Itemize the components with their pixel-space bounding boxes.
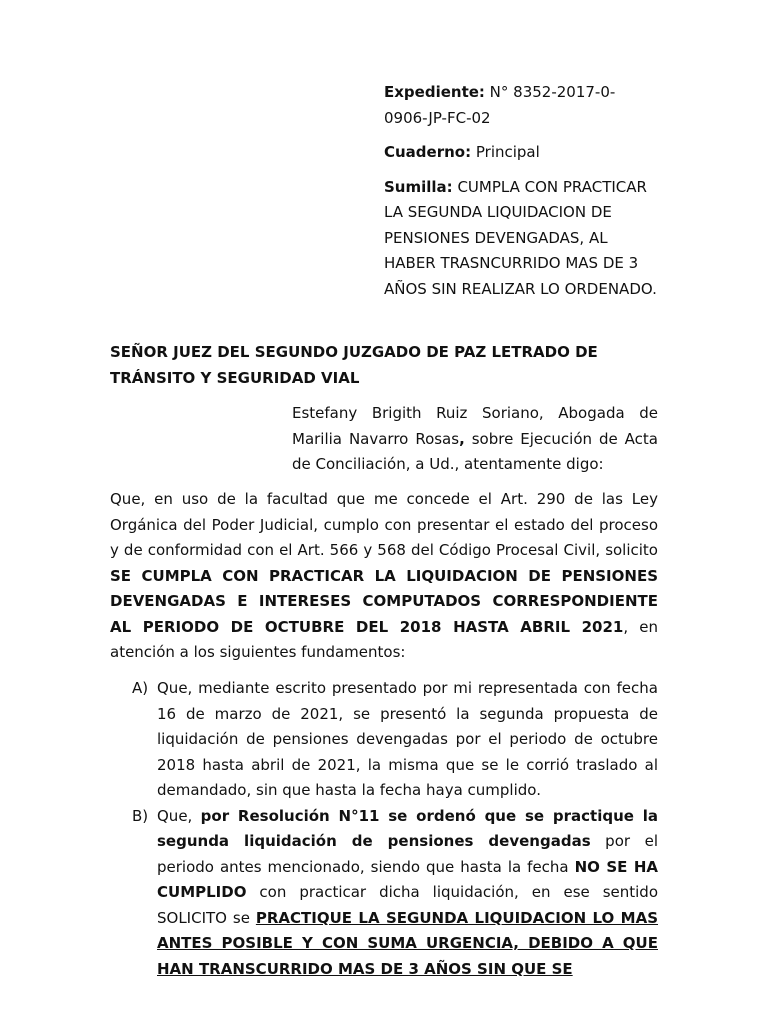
cuaderno-line — [384, 140, 658, 166]
list-item-bold-2: NO SE HA CUMPLIDO — [157, 857, 658, 901]
list-item — [110, 804, 658, 983]
sumilla-value: CUMPLA CON PRACTICAR LA SEGUNDA LIQUIDACION DE PENSIONES DEVENGADAS, AL HABER TRASNCURRIDO MAS DE 3 AÑOS SIN REALIZAR LO ORDENADO. — [384, 177, 657, 298]
list-item-text: Que, mediante escrito presentado por mi representada con fecha 16 de marzo de 2021, se presentó la segunda propuesta de liquidación de pensiones devengadas por el periodo de octubre 2018 hasta abril de 2021, la misma que se le corrió traslado al demandado, sin que hasta la fecha haya cumplido. — [157, 679, 658, 799]
body-request-bold: SE CUMPLA CON PRACTICAR LA LIQUIDACION DE PENSIONES DEVENGADAS E INTERESES COMPUTADOS CORRESPONDIENTE AL PERIODO DE OCTUBRE DEL 2018 HASTA ABRIL 2021 — [110, 566, 658, 636]
body-text-1: Que, en uso de la facultad que me concede el Art. 290 de las Ley Orgánica del Poder Judicial, cumplo con presentar el estado del proceso y de conformidad con el Art. 566 y 568 del Código Procesal Civil, solicito — [110, 490, 658, 559]
sumilla-line — [384, 175, 658, 303]
intro-paragraph — [292, 401, 658, 478]
expediente-label: Expediente: — [384, 83, 485, 101]
addressee-heading: SEÑOR JUEZ DEL SEGUNDO JUZGADO DE PAZ LETRADO DE TRÁNSITO Y SEGURIDAD VIAL — [110, 343, 598, 387]
list-item — [110, 676, 658, 804]
grounds-list — [110, 676, 658, 982]
expediente-line — [384, 80, 658, 131]
intro-comma: , — [459, 429, 465, 448]
list-marker: A) — [132, 679, 149, 697]
list-item-bold-1: por Resolución N°11 se ordenó que se practique la segunda liquidación de pensiones devengadas — [157, 806, 658, 850]
expediente-value: N° 8352-2017-0-0906-JP-FC-02 — [384, 83, 616, 127]
list-item-bold-underline: PRACTIQUE LA SEGUNDA LIQUIDACION LO MAS ANTES POSIBLE Y CON SUMA URGENCIA, DEBIDO A QUE HAN TRANSCURRIDO MAS DE 3 AÑOS SIN QUE SE — [157, 908, 659, 978]
list-item-text-1: Que, — [157, 806, 201, 825]
list-marker: B) — [132, 806, 149, 825]
list-item-text-2: por el periodo antes mencionado, siendo que hasta la fecha — [157, 832, 658, 876]
cuaderno-value: Principal — [471, 143, 540, 161]
intro-text-2: sobre Ejecución de Acta de Conciliación, a Ud., atentamente digo: — [292, 429, 658, 473]
sumilla-label: Sumilla: — [384, 177, 453, 196]
body-text-2: , en atención a los siguientes fundamentos: — [110, 617, 658, 661]
cuaderno-label: Cuaderno: — [384, 143, 472, 161]
body-paragraph — [110, 487, 658, 666]
intro-text-1: Estefany Brigith Ruiz Soriano, Abogada de Marilia Navarro Rosas — [292, 404, 658, 448]
list-item-text-3: con practicar dicha liquidación, en ese sentido SOLICITO se — [157, 883, 658, 927]
case-header — [384, 80, 658, 311]
